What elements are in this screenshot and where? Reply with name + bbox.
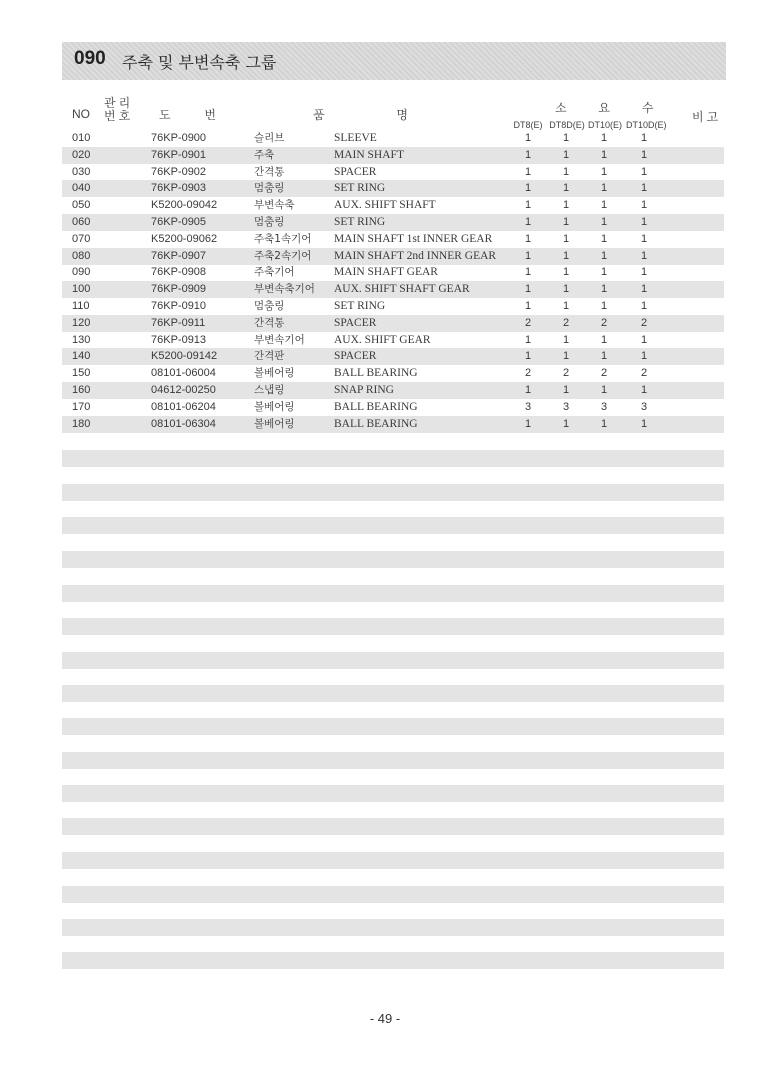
drawing-no: 08101-06304 <box>151 417 216 430</box>
quantity-cell: 1 <box>524 199 532 212</box>
col-header-model: DT10D(E) <box>626 120 667 130</box>
col-header-mgmt-no: 관리번호 <box>104 96 134 123</box>
col-header-model: DT10(E) <box>587 120 622 130</box>
part-name-en: AUX. SHIFT SHAFT <box>334 199 436 212</box>
part-no: 040 <box>72 182 91 195</box>
quantity-cell: 1 <box>640 232 648 245</box>
quantity-cell: 1 <box>600 283 608 296</box>
quantity-cell: 1 <box>562 216 570 228</box>
part-name-en: SPACER <box>334 165 377 178</box>
table-row <box>62 164 724 181</box>
quantity-cell: 2 <box>562 316 570 329</box>
col-header-quantity: 소 요 수 <box>555 101 654 115</box>
quantity-cell: 2 <box>640 367 648 380</box>
quantity-cell: 1 <box>600 165 608 178</box>
col-header-part-name: 품 명 <box>313 108 408 122</box>
part-name-en: BALL BEARING <box>334 417 418 430</box>
part-name-kr: 간격통 <box>254 165 285 178</box>
quantity-cell: 1 <box>600 148 608 161</box>
quantity-cell: 1 <box>524 300 532 312</box>
quantity-cell: 1 <box>562 300 570 312</box>
drawing-no: 04612-00250 <box>151 384 216 396</box>
part-name-en: SPACER <box>334 350 377 363</box>
part-name-kr: 볼베어링 <box>254 417 295 430</box>
part-name-en: MAIN SHAFT 2nd INNER GEAR <box>334 249 497 262</box>
drawing-no: K5200-09062 <box>151 232 218 245</box>
drawing-no: 76KP-0911 <box>151 316 206 329</box>
part-name-kr: 주축1속기어 <box>254 232 312 245</box>
blank-row-band <box>62 618 724 635</box>
quantity-cell: 1 <box>640 300 648 312</box>
part-no: 010 <box>72 132 91 144</box>
table-row <box>62 197 724 214</box>
table-row <box>62 214 724 231</box>
quantity-cell: 1 <box>640 165 648 178</box>
quantity-cell: 1 <box>562 384 570 396</box>
part-no: 100 <box>72 283 91 296</box>
blank-row-band <box>62 952 724 969</box>
quantity-cell: 1 <box>640 132 648 144</box>
quantity-cell: 1 <box>524 249 532 262</box>
quantity-cell: 1 <box>640 283 648 296</box>
part-name-en: SLEEVE <box>334 132 377 144</box>
part-name-kr: 볼베어링 <box>254 367 295 380</box>
table-row <box>62 180 724 197</box>
part-name-kr: 간격판 <box>254 350 285 363</box>
blank-row-band <box>62 818 724 835</box>
section-title: 주축 및 부변속축 그룹 <box>122 53 277 72</box>
blank-row-band <box>62 551 724 568</box>
table-row <box>62 281 724 298</box>
drawing-no: K5200-09042 <box>151 199 218 212</box>
quantity-cell: 2 <box>640 316 648 329</box>
quantity-cell: 1 <box>600 182 608 195</box>
part-name-en: BALL BEARING <box>334 400 418 413</box>
table-row <box>62 332 724 349</box>
quantity-cell: 1 <box>524 165 532 178</box>
blank-row-band <box>62 685 724 702</box>
blank-row-band <box>62 585 724 602</box>
quantity-cell: 1 <box>600 417 608 430</box>
blank-row-band <box>62 484 724 501</box>
quantity-cell: 1 <box>640 384 648 396</box>
quantity-cell: 1 <box>562 266 570 279</box>
col-header-remark: 비고 <box>692 110 722 124</box>
drawing-no: 76KP-0910 <box>151 300 207 312</box>
col-header-model: DT8D(E) <box>549 120 585 130</box>
part-no: 120 <box>72 316 91 329</box>
drawing-no: 08101-06004 <box>151 367 216 380</box>
table-row <box>62 298 724 315</box>
part-name-en: BALL BEARING <box>334 367 418 380</box>
quantity-cell: 1 <box>562 232 570 245</box>
part-name-kr: 주축기어 <box>254 266 295 279</box>
part-name-en: SPACER <box>334 316 377 329</box>
part-name-en: MAIN SHAFT <box>334 148 404 161</box>
blank-row-band <box>62 919 724 936</box>
quantity-cell: 3 <box>640 400 648 413</box>
table-row <box>62 399 724 416</box>
quantity-cell: 1 <box>524 417 532 430</box>
part-name-kr: 슬리브 <box>254 132 285 144</box>
quantity-cell: 1 <box>640 199 648 212</box>
quantity-cell: 1 <box>524 350 532 363</box>
blank-row-band <box>62 652 724 669</box>
quantity-cell: 1 <box>524 232 532 245</box>
part-no: 150 <box>72 367 91 380</box>
drawing-no: 08101-06204 <box>151 400 216 413</box>
part-no: 070 <box>72 232 91 245</box>
drawing-no: K5200-09142 <box>151 350 218 363</box>
quantity-cell: 1 <box>600 333 608 346</box>
part-name-en: SET RING <box>334 216 386 228</box>
part-name-kr: 주축2속기어 <box>254 249 312 262</box>
table-row <box>62 264 724 281</box>
blank-row-band <box>62 517 724 534</box>
blank-row-band <box>62 886 724 903</box>
part-no: 180 <box>72 417 91 430</box>
quantity-cell: 1 <box>600 300 608 312</box>
part-name-en: SNAP RING <box>334 384 394 396</box>
part-name-en: SET RING <box>334 182 386 195</box>
quantity-cell: 1 <box>562 249 570 262</box>
part-name-kr: 주축 <box>254 148 275 161</box>
drawing-no: 76KP-0903 <box>151 182 207 195</box>
quantity-cell: 1 <box>640 148 648 161</box>
quantity-cell: 2 <box>524 367 532 380</box>
drawing-no: 76KP-0909 <box>151 283 207 296</box>
part-no: 020 <box>72 148 91 161</box>
quantity-cell: 1 <box>562 417 570 430</box>
part-name-en: SET RING <box>334 300 386 312</box>
quantity-cell: 1 <box>600 350 608 363</box>
part-name-kr: 스냅링 <box>254 384 285 396</box>
part-name-kr: 부변속축 <box>254 199 295 212</box>
table-row <box>62 416 724 433</box>
part-no: 160 <box>72 384 91 396</box>
table-row <box>62 365 724 382</box>
quantity-cell: 1 <box>600 249 608 262</box>
part-no: 170 <box>72 400 91 413</box>
quantity-cell: 2 <box>562 367 570 380</box>
quantity-cell: 1 <box>600 384 608 396</box>
quantity-cell: 1 <box>640 266 648 279</box>
drawing-no: 76KP-0905 <box>151 216 207 228</box>
table-row <box>62 147 724 164</box>
quantity-cell: 2 <box>524 316 532 329</box>
quantity-cell: 1 <box>524 148 532 161</box>
quantity-cell: 1 <box>562 182 570 195</box>
quantity-cell: 1 <box>562 350 570 363</box>
quantity-cell: 1 <box>562 283 570 296</box>
part-name-kr: 볼베어링 <box>254 400 295 413</box>
quantity-cell: 1 <box>524 333 532 346</box>
quantity-cell: 1 <box>640 249 648 262</box>
quantity-cell: 3 <box>600 400 608 413</box>
part-no: 080 <box>72 249 91 262</box>
part-no: 140 <box>72 350 91 363</box>
quantity-cell: 1 <box>562 148 570 161</box>
part-name-en: AUX. SHIFT GEAR <box>334 333 431 346</box>
page-number: - 49 - <box>369 1011 401 1026</box>
quantity-cell: 3 <box>524 400 532 413</box>
quantity-cell: 2 <box>600 316 608 329</box>
blank-row-band <box>62 450 724 467</box>
blank-row-band <box>62 785 724 802</box>
table-row <box>62 382 724 399</box>
quantity-cell: 1 <box>524 384 532 396</box>
quantity-cell: 3 <box>562 400 570 413</box>
drawing-no: 76KP-0900 <box>151 132 207 144</box>
quantity-cell: 1 <box>600 232 608 245</box>
part-name-en: MAIN SHAFT GEAR <box>334 266 438 279</box>
quantity-cell: 1 <box>640 350 648 363</box>
blank-row-band <box>62 852 724 869</box>
quantity-cell: 1 <box>640 216 648 228</box>
col-header-no: NO <box>72 107 90 121</box>
quantity-cell: 1 <box>600 199 608 212</box>
part-no: 090 <box>72 266 91 279</box>
part-no: 130 <box>72 333 91 346</box>
part-name-en: MAIN SHAFT 1st INNER GEAR <box>334 232 493 245</box>
quantity-cell: 1 <box>524 132 532 144</box>
part-no: 030 <box>72 165 91 178</box>
part-name-kr: 멈춤링 <box>254 216 285 228</box>
table-row <box>62 348 724 365</box>
quantity-cell: 1 <box>640 182 648 195</box>
col-header-model: DT8(E) <box>513 120 543 130</box>
drawing-no: 76KP-0901 <box>151 148 207 161</box>
table-row <box>62 130 724 147</box>
quantity-cell: 1 <box>600 266 608 279</box>
quantity-cell: 1 <box>640 333 648 346</box>
quantity-cell: 1 <box>524 182 532 195</box>
quantity-cell: 1 <box>562 132 570 144</box>
drawing-no: 76KP-0913 <box>151 333 207 346</box>
drawing-no: 76KP-0902 <box>151 165 207 178</box>
quantity-cell: 1 <box>524 266 532 279</box>
table-row <box>62 315 724 332</box>
table-row <box>62 231 724 248</box>
col-header-drawing-no: 도 번 <box>159 108 216 122</box>
part-no: 060 <box>72 216 91 228</box>
blank-row-band <box>62 718 724 735</box>
drawing-no: 76KP-0907 <box>151 249 207 262</box>
quantity-cell: 1 <box>640 417 648 430</box>
part-name-kr: 멈춤링 <box>254 182 285 195</box>
part-name-kr: 멈춤링 <box>254 300 285 312</box>
quantity-cell: 1 <box>524 283 532 296</box>
quantity-cell: 1 <box>600 216 608 228</box>
part-no: 050 <box>72 199 91 212</box>
part-name-en: AUX. SHIFT SHAFT GEAR <box>334 283 470 296</box>
section-header <box>62 42 726 80</box>
blank-row-band <box>62 752 724 769</box>
part-name-kr: 간격통 <box>254 316 285 329</box>
quantity-cell: 1 <box>600 132 608 144</box>
quantity-cell: 1 <box>562 333 570 346</box>
part-name-kr: 부변속기어 <box>254 333 305 346</box>
quantity-cell: 1 <box>562 199 570 212</box>
part-no: 110 <box>72 300 90 312</box>
section-number: 090 <box>74 48 106 69</box>
part-name-kr: 부변속축기어 <box>254 283 315 296</box>
quantity-cell: 1 <box>562 165 570 178</box>
table-row <box>62 248 724 265</box>
quantity-cell: 2 <box>600 367 608 380</box>
quantity-cell: 1 <box>524 216 532 228</box>
drawing-no: 76KP-0908 <box>151 266 207 279</box>
